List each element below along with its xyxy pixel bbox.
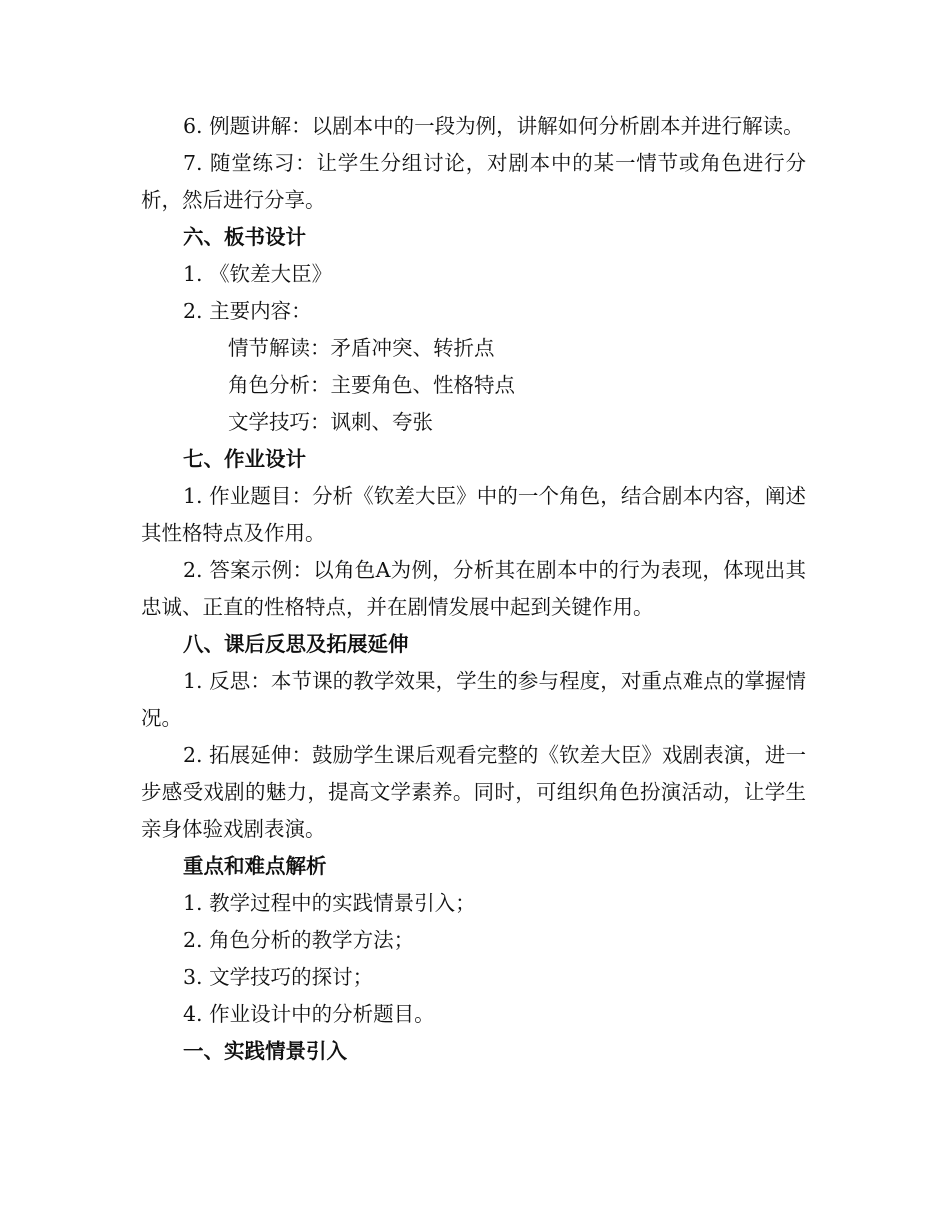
board-sub-technique: 文学技巧：讽刺、夸张 (228, 410, 433, 434)
key-point-item-4: 4. 作业设计中的分析题目。 (183, 1002, 435, 1026)
board-sub-plot: 情节解读：矛盾冲突、转折点 (228, 336, 495, 360)
extension-item: 2. 拓展延伸：鼓励学生课后观看完整的《钦差大臣》戏剧表演，进一步感受戏剧的魅力，提高文学素养。同时，可组织角色扮演活动，让学生亲身体验戏剧表演。 (141, 743, 806, 841)
paragraph-class-exercise: 7. 随堂练习：让学生分组讨论，对剧本中的某一情节或角色进行分析，然后进行分享。 (141, 151, 806, 212)
board-item-title: 1. 《钦差大臣》 (183, 262, 333, 286)
heading-homework-design: 七、作业设计 (183, 447, 306, 471)
board-item-main-content: 2. 主要内容： (183, 299, 312, 323)
key-point-item-2: 2. 角色分析的教学方法； (183, 928, 415, 952)
homework-item-answer: 2. 答案示例：以角色A为例，分析其在剧本中的行为表现，体现出其忠诚、正直的性格特点，并在剧情发展中起到关键作用。 (141, 558, 806, 619)
heading-board-design: 六、板书设计 (183, 225, 306, 249)
key-point-item-3: 3. 文学技巧的探讨； (183, 965, 374, 989)
paragraph-example-explanation: 6. 例题讲解：以剧本中的一段为例，讲解如何分析剧本并进行解读。 (183, 114, 804, 138)
key-point-item-1: 1. 教学过程中的实践情景引入； (183, 891, 476, 915)
document-body (141, 108, 806, 1070)
reflection-item: 1. 反思：本节课的教学效果，学生的参与程度，对重点难点的掌握情况。 (141, 669, 806, 730)
heading-practice-scenario: 一、实践情景引入 (183, 1039, 347, 1063)
board-sub-character: 角色分析：主要角色、性格特点 (228, 373, 515, 397)
heading-reflection-extension: 八、课后反思及拓展延伸 (183, 632, 409, 656)
heading-key-points: 重点和难点解析 (183, 854, 327, 878)
homework-item-question: 1. 作业题目：分析《钦差大臣》中的一个角色，结合剧本内容，阐述其性格特点及作用。 (141, 484, 806, 545)
